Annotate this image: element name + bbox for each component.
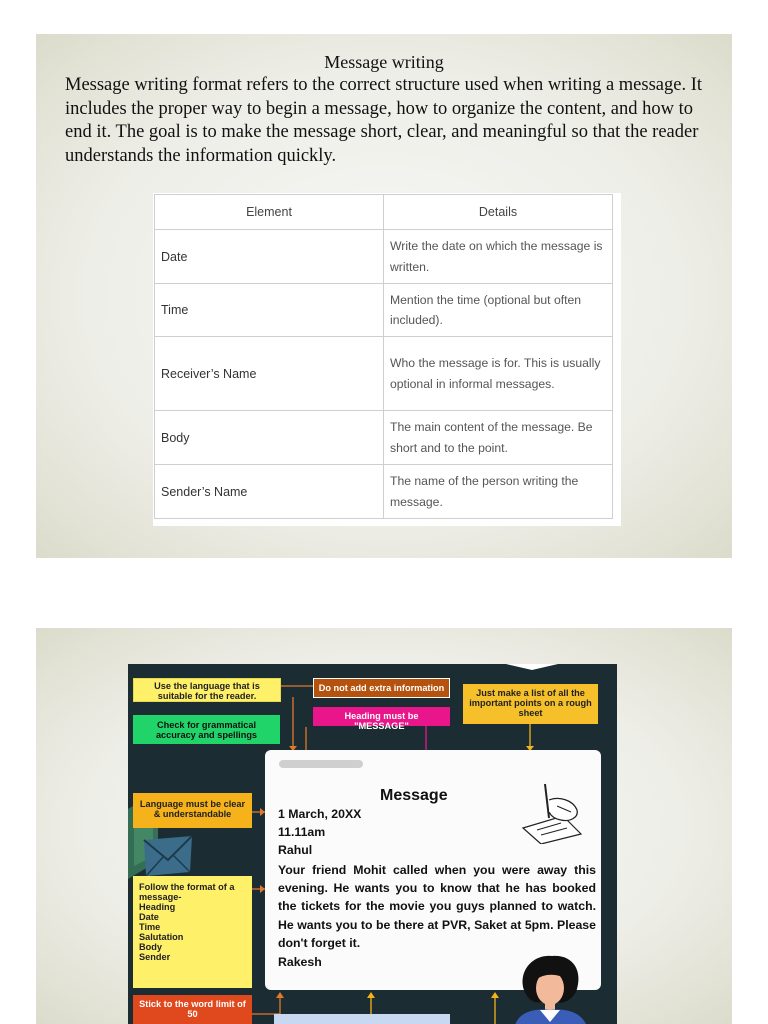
tip-list-points: Just make a list of all the important points on a rough sheet: [463, 684, 598, 724]
row-element: Time: [155, 284, 384, 337]
tip-word-limit: Stick to the word limit of 50: [133, 995, 252, 1024]
format-item: Salutation: [139, 932, 184, 942]
slide-message-infographic: [36, 628, 732, 1024]
header-details: Details: [384, 195, 613, 230]
message-time: 11.11am: [278, 825, 326, 839]
table-row: [155, 411, 613, 465]
message-body: Your friend Mohit called when you were away this evening. He wants you to know that he has booked the tickets for the movie you guys planned to watch. He wants you to be there at PVR, Saket at 5pm. Please don't forget it.: [278, 863, 596, 950]
row-element: Receiver’s Name: [155, 337, 384, 411]
tip-language-suitable: Use the language that is suitable for the reader.: [133, 678, 281, 702]
table-row: [155, 230, 613, 284]
row-element: Date: [155, 230, 384, 284]
row-element: Sender’s Name: [155, 465, 384, 519]
format-item: Time: [139, 922, 161, 932]
format-item: Date: [139, 912, 159, 922]
intro-paragraph: Message writing format refers to the correct structure used when writing a message. It includes the proper way to begin a message, how to organize the content, and how to end it. The goal is to make the message short, clear, and meaningful so that the reader understands the information quickly.: [65, 75, 703, 166]
format-table: [154, 194, 613, 519]
tip-clear-language: Language must be clear & understandable: [133, 793, 252, 828]
tip-no-extra-info: Do not add extra information: [313, 678, 450, 698]
message-receiver: Rahul: [278, 843, 313, 857]
slide-message-format: [36, 34, 732, 558]
format-item: Body: [139, 942, 162, 952]
row-details: Who the message is for. This is usually optional in informal messages.: [384, 337, 613, 411]
row-details: The name of the person writing the message.: [384, 465, 613, 519]
tip-follow-format: [133, 876, 252, 988]
tip-heading-message: Heading must be "MESSAGE": [313, 707, 450, 726]
bottom-tip-box: [274, 1014, 450, 1024]
table-header-row: [155, 195, 613, 230]
card-top-bar: [279, 760, 363, 768]
message-date: 1 March, 20XX: [278, 807, 362, 821]
format-title: Follow the format of a message-: [139, 882, 235, 902]
hand-writing-icon: [519, 782, 589, 844]
format-table-container: [153, 193, 621, 526]
table-row: [155, 337, 613, 411]
header-element: Element: [155, 195, 384, 230]
woman-avatar: [510, 950, 610, 1024]
row-details: The main content of the message. Be short and to the point.: [384, 411, 613, 465]
row-details: Mention the time (optional but often included).: [384, 284, 613, 337]
table-row: [155, 284, 613, 337]
tip-grammar: Check for grammatical accuracy and spellings: [133, 715, 280, 744]
format-item: Sender: [139, 952, 171, 962]
row-details: Write the date on which the message is written.: [384, 230, 613, 284]
slide-title: Message writing: [324, 52, 444, 72]
message-heading: Message: [380, 787, 448, 804]
table-row: [155, 465, 613, 519]
format-item: Heading: [139, 902, 176, 912]
envelope-icon: [140, 834, 196, 878]
infographic: [128, 664, 617, 1024]
message-sender: Rakesh: [278, 955, 322, 969]
row-element: Body: [155, 411, 384, 465]
